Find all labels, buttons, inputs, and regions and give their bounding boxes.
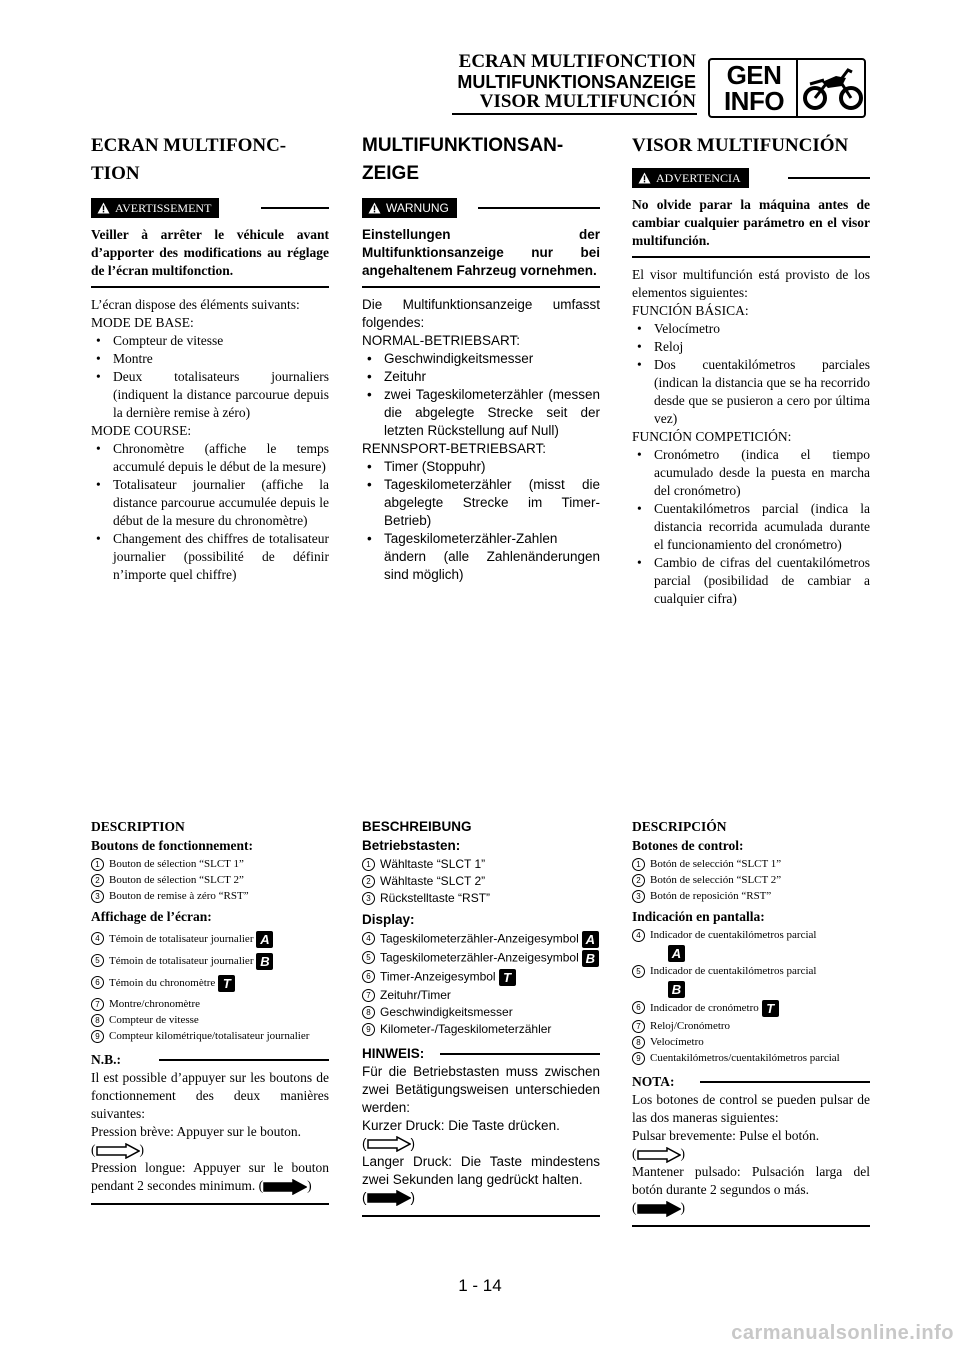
list-item: • Velocímetro: [632, 320, 870, 338]
list-item: 3 Botón de reposición “RST”: [632, 889, 870, 903]
list-item: 9 Kilometer-/Tageskilometerzähler: [362, 1022, 600, 1037]
display-title-es: Indicación en pantalla:: [632, 909, 765, 924]
note-body-fr: Il est possible d’appuyer sur les boutons de fonctionnement des deux manières suivantes: Pression brève: Appuyer sur le bouton. ( ) Pression longue: Appuyer sur le bouton pendant 2 secondes minimum. ( ): [91, 1069, 329, 1205]
list-item: 7 Montre/chronomètre: [91, 997, 329, 1011]
list-item: 4 Témoin de totalisateur journalier A: [91, 931, 329, 948]
body-es: El visor multifunción está provisto de los elementos siguientes: FUNCIÓN BÁSICA: • Velocímetro • Reloj • Dos cuentakilómetros parciales (indican la distancia que se ha recorrido desde que se pusieron a cero por última vez) FUNCIÓN COMPETICIÓN: • Cronómetro (indica el tiempo acumulado desde la puesta en marcha del cronómetro) • Cuentakilómetros parcial (indica la distancia recorrida acumulada durante el funcionamiento del cronómetro) • Cambio de cifras del cuentakilómetros parcial (posibilidad de cambiar a cualquier cifra): [632, 266, 870, 608]
description-german: [362, 817, 600, 1217]
list-item: • zwei Tageskilometerzähler (messen die abgelegte Strecke seit der letzten Rückstellung auf Null): [362, 386, 600, 440]
list-item: 9 Cuentakilómetros/cuentakilómetros parcial: [632, 1051, 870, 1065]
warning-row-fr: [91, 198, 329, 220]
warning-text-es: No olvide parar la máquina antes de cambiar cualquier parámetro en el visor multifunción.: [632, 196, 870, 258]
heading-es: VISOR MULTIFUNCIÓN: [632, 135, 849, 156]
section-header-titles: [457, 52, 696, 112]
warning-text-de: Einstellungen der Multifunktionsanzeige nur bei angehaltenem Fahrzeug vornehmen.: [362, 226, 600, 288]
list-item: • Dos cuentakilómetros parciales (indican la distancia que se ha recorrido desde que se pusieron a cero por última vez): [632, 356, 870, 428]
trip-a-symbol-icon: A: [256, 931, 273, 948]
warning-text-fr: Veiller à arrêter le véhicule avant d’apporter des modifications au réglage de l’écran multifonction.: [91, 226, 329, 288]
display-title-de: Display:: [362, 912, 415, 927]
description-title-de: BESCHREIBUNG: [362, 819, 472, 834]
list-item: 6 Timer-Anzeigesymbol T: [362, 969, 600, 986]
note-body-es: Los botones de control se pueden pulsar de las dos maneras siguientes: Pulsar brevemente: Pulse el botón. ( ) Mantener pulsado: Pulsación larga del botón durante 2 segundos o más. ( ): [632, 1091, 870, 1227]
body-de: Die Multifunktionsanzeige umfasst folgendes: NORMAL-BETRIEBSART: • Geschwindigkeitsmesser • Zeituhr • zwei Tageskilometerzähler (messen die abgelegte Strecke seit der letzten Rückstellung auf Null) RENNSPORT-BETRIEBSART: • Timer (Stoppuhr) • Tageskilometerzähler (misst die abgelegte Strecke im Timer-Betrieb) • Tageskilometerzähler-Zahlen ändern (alle Zahlenänderungen sind möglich): [362, 296, 600, 584]
list-item: 7 Zeituhr/Timer: [362, 988, 600, 1003]
description-title-es: DESCRIPCIÓN: [632, 819, 727, 834]
long-press-arrow-icon: [367, 1190, 411, 1206]
list-item: • Changement des chiffres de totalisateur journalier (possibilité de définir n’importe quel chiffre): [91, 530, 329, 584]
list-item: • Timer (Stoppuhr): [362, 458, 600, 476]
timer-symbol-icon: T: [499, 969, 516, 986]
header-title-es: VISOR MULTIFUNCIÓN: [479, 91, 696, 112]
list-item: 6 Témoin du chronomètre T: [91, 975, 329, 992]
trip-b-symbol-icon: B: [668, 981, 685, 998]
list-item: • Geschwindigkeitsmesser: [362, 350, 600, 368]
list-item: • Tageskilometerzähler (misst die abgelegte Strecke im Timer-Betrieb): [362, 476, 600, 530]
buttons-title-fr: Boutons de fonctionnement:: [91, 838, 254, 853]
timer-symbol-icon: T: [762, 1000, 779, 1017]
short-press-arrow-icon: [637, 1147, 681, 1163]
column-french: [91, 132, 329, 584]
description-spanish: [632, 817, 870, 1227]
list-item: • Cambio de cifras del cuentakilómetros parcial (posibilidad de cambiar a cualquier cifra): [632, 554, 870, 608]
list-item: 3 Bouton de remise à zéro “RST”: [91, 889, 329, 903]
list-item: 8 Compteur de vitesse: [91, 1013, 329, 1027]
body-fr: L’écran dispose des éléments suivants: MODE DE BASE: • Compteur de vitesse • Montre • Deux totalisateurs journaliers (indiquent la distance parcourue depuis la dernière remise à zéro) MODE COURSE: • Chronomètre (affiche le temps accumulé depuis le début de la mesure) • Totalisateur journalier (affiche la distance parcourue accumulée depuis le début de la mesure du chronomètre) • Changement des chiffres de totalisateur journalier (possibilité de définir n’importe quel chiffre): [91, 296, 329, 584]
note-header-de: HINWEIS:: [362, 1045, 600, 1063]
warning-badge-fr: AVERTISSEMENT: [91, 198, 219, 218]
description-french: [91, 817, 329, 1205]
note-body-de: Für die Betriebstasten muss zwischen zwei Betätigungsweisen unterschieden werden: Kurzer Druck: Die Taste drücken. ( ) Langer Druck: Die Taste mindestens zwei Sekunden lang gedrückt halten. ( ): [362, 1063, 600, 1217]
list-item: • Totalisateur journalier (affiche la distance parcourue accumulée depuis le début de la mesure du chronomètre): [91, 476, 329, 530]
list-item: 3 Rückstelltaste “RST”: [362, 891, 600, 906]
heading-de: MULTIFUNKTIONSAN- ZEIGE: [362, 135, 564, 184]
warning-triangle-icon: [97, 202, 110, 214]
list-item: 2 Wähltaste “SLCT 2”: [362, 874, 600, 889]
list-item: • Compteur de vitesse: [91, 332, 329, 350]
list-item: 6 Indicador de cronómetro T: [632, 1000, 870, 1017]
short-press-arrow-icon: [96, 1143, 140, 1159]
badge-line-gen: GEN: [726, 60, 782, 90]
list-item: • Montre: [91, 350, 329, 368]
list-item: 2 Botón de selección “SLCT 2”: [632, 873, 870, 887]
list-item: 1 Bouton de sélection “SLCT 1”: [91, 857, 329, 871]
note-header-fr: N.B.:: [91, 1051, 329, 1069]
list-item: • Chronomètre (affiche le temps accumulé depuis le début de la mesure): [91, 440, 329, 476]
warning-triangle-icon: [638, 172, 651, 184]
warning-badge-de: WARNUNG: [362, 198, 457, 218]
list-item: 8 Geschwindigkeitsmesser: [362, 1005, 600, 1020]
list-item: 8 Velocímetro: [632, 1035, 870, 1049]
warning-badge-es: ADVERTENCIA: [632, 168, 749, 188]
list-item: 9 Compteur kilométrique/totalisateur journalier: [91, 1029, 329, 1043]
list-item: 5 Tageskilometerzähler-Anzeigesymbol B: [362, 950, 600, 967]
buttons-title-de: Betriebstasten:: [362, 838, 461, 853]
list-item: • Cuentakilómetros parcial (indica la distancia recorrida acumulada durante el funcionamiento del cronómetro): [632, 500, 870, 554]
display-title-fr: Affichage de l’écran:: [91, 909, 212, 924]
list-item: • Zeituhr: [362, 368, 600, 386]
trip-a-symbol-icon: A: [582, 931, 599, 948]
description-title-fr: DESCRIPTION: [91, 819, 185, 834]
heading-fr: ECRAN MULTIFONC- TION: [91, 135, 287, 184]
header-title-de: MULTIFUNKTIONSANZEIGE: [457, 72, 696, 92]
list-item: 5 Témoin de totalisateur journalier B: [91, 953, 329, 970]
warning-row-es: [632, 168, 870, 190]
list-item: 1 Botón de selección “SLCT 1”: [632, 857, 870, 871]
header-underline: [452, 113, 697, 115]
column-german: [362, 132, 600, 584]
list-item: 4 Indicador de cuentakilómetros parcial A: [632, 928, 870, 962]
long-press-arrow-icon: [263, 1179, 307, 1195]
short-press-arrow-icon: [367, 1136, 411, 1152]
list-item: 2 Bouton de sélection “SLCT 2”: [91, 873, 329, 887]
list-item: • Tageskilometerzähler-Zahlen ändern (alle Zahlenänderungen sind möglich): [362, 530, 600, 584]
note-header-es: NOTA:: [632, 1073, 870, 1091]
motorcycle-icon: [802, 64, 864, 114]
list-item: 4 Tageskilometerzähler-Anzeigesymbol A: [362, 931, 600, 948]
header-title-fr: ECRAN MULTIFONCTION: [458, 51, 696, 72]
list-item: • Reloj: [632, 338, 870, 356]
warning-triangle-icon: [368, 202, 381, 214]
watermark: carmanualsonline.info: [731, 1322, 954, 1344]
list-item: • Deux totalisateurs journaliers (indiquent la distance parcourue depuis la dernière remise à zéro): [91, 368, 329, 422]
warning-row-de: [362, 198, 600, 220]
list-item: 5 Indicador de cuentakilómetros parcial B: [632, 964, 870, 998]
list-item: 1 Wähltaste “SLCT 1”: [362, 857, 600, 872]
list-item: 7 Reloj/Cronómetro: [632, 1019, 870, 1033]
long-press-arrow-icon: [637, 1201, 681, 1217]
page-number: 1 - 14: [458, 1276, 502, 1295]
buttons-title-es: Botones de control:: [632, 838, 744, 853]
badge-line-info: INFO: [723, 86, 785, 116]
gen-info-badge: [708, 58, 866, 118]
trip-b-symbol-icon: B: [582, 950, 599, 967]
timer-symbol-icon: T: [218, 975, 235, 992]
trip-a-symbol-icon: A: [668, 945, 685, 962]
list-item: • Cronómetro (indica el tiempo acumulado desde la puesta en marcha del cronómetro): [632, 446, 870, 500]
trip-b-symbol-icon: B: [256, 953, 273, 970]
column-spanish: [632, 132, 870, 608]
